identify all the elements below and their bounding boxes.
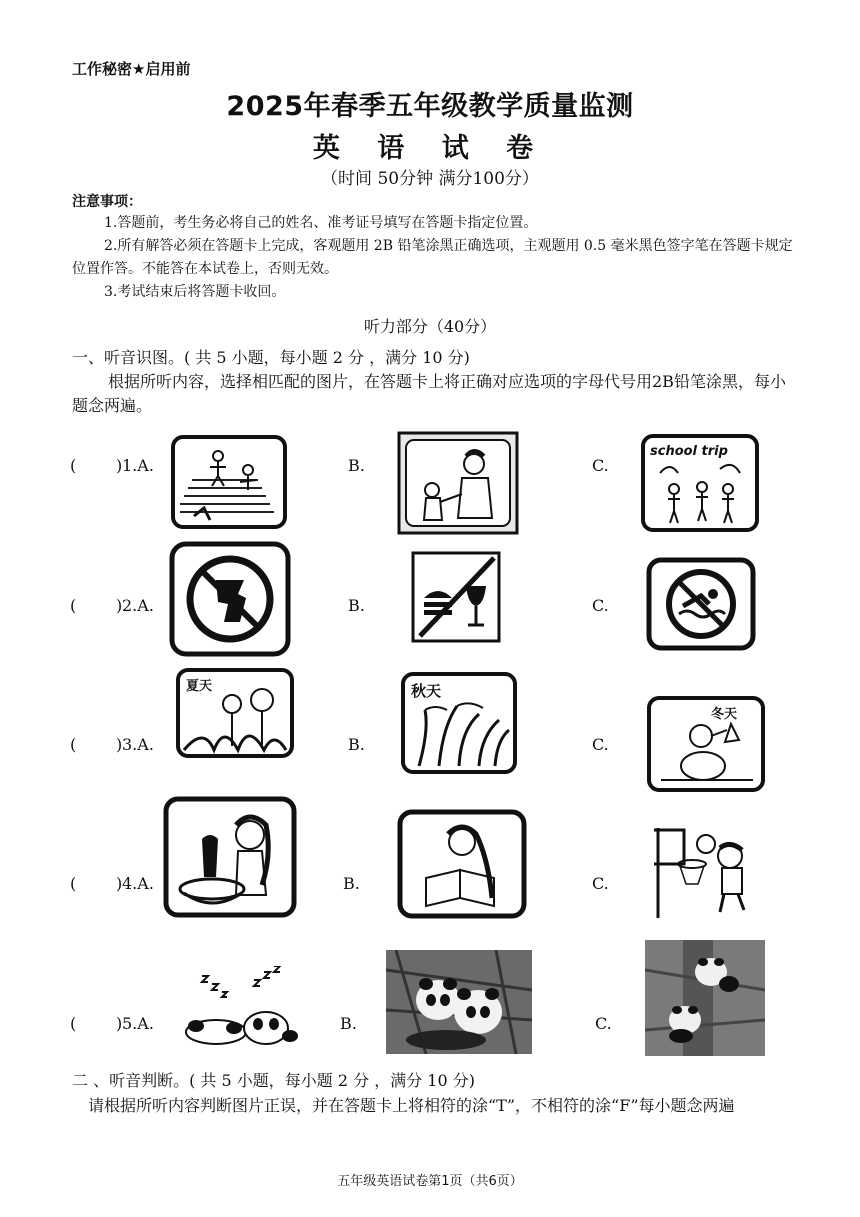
two-pandas-eating-photo [386, 950, 532, 1054]
answer-bracket-close: ) [116, 1014, 123, 1033]
answer-bracket-close: ) [116, 735, 123, 754]
notice-heading: 注意事项： [72, 194, 142, 210]
exam-title: 2025年春季五年级教学质量监测 [226, 91, 634, 122]
section1-title: 一、听音识图。( 共 5 小题，每小题 2 分 ，满分 10 分) [72, 348, 470, 367]
answer-bracket-close: ) [116, 874, 123, 893]
option-c-label: C. [592, 735, 609, 754]
pandas-climbing-tree-photo [645, 940, 765, 1056]
option-b-label: B. [348, 735, 365, 754]
option-c-label: C. [595, 1014, 612, 1033]
autumn-label: 秋天 [411, 682, 442, 700]
sleeping-pandas-picture [178, 966, 302, 1048]
boy-playing-basketball-picture [650, 818, 760, 922]
winter-snowman-picture [645, 694, 767, 794]
question-number: 1.A. [122, 456, 154, 475]
notice-item-2: 2.所有解答必须在答题卡上完成，客观题用 2B 铅笔涂黑正确选项，主观题用 0.5 毫米黑色签字笔在答题卡规定位置作答。不能答在本试卷上，否则无效。 [72, 238, 793, 277]
no-littering-sign [168, 540, 292, 658]
answer-bracket-close: ) [116, 596, 123, 615]
confidential-label: 工作秘密★启用前 [72, 60, 191, 78]
option-c-label: C. [592, 456, 609, 475]
page-footer: 五年级英语试卷第1页（共6页） [337, 1174, 523, 1189]
question-number: 3.A. [122, 735, 154, 754]
option-b-label: B. [348, 596, 365, 615]
summer-label: 夏天 [186, 679, 213, 694]
school-trip-picture [640, 433, 760, 533]
question-number: 5.A. [122, 1014, 154, 1033]
answer-bracket-open: ( [70, 596, 77, 615]
autumn-grass-picture [399, 670, 519, 776]
listening-heading: 听力部分（40分） [363, 317, 497, 336]
school-trip-text: school trip [650, 444, 728, 459]
answer-bracket-open: ( [70, 1014, 77, 1033]
exam-subtitle: 英 语 试 卷 [312, 133, 548, 164]
answer-bracket-open: ( [70, 874, 77, 893]
question-number: 2.A. [122, 596, 154, 615]
girl-helping-man-picture [396, 430, 520, 536]
section2-title: 二 、听音判断。( 共 5 小题，每小题 2 分 ，满分 10 分) [72, 1071, 475, 1090]
answer-bracket-close: ) [116, 456, 123, 475]
option-c-label: C. [592, 874, 609, 893]
notice-item-1: 1.答题前，考生务必将自己的姓名、准考证号填写在答题卡指定位置。 [104, 215, 538, 231]
question-number: 4.A. [122, 874, 154, 893]
option-c-label: C. [592, 596, 609, 615]
answer-bracket-open: ( [70, 456, 77, 475]
option-b-label: B. [340, 1014, 357, 1033]
no-food-drink-sign [410, 550, 502, 644]
option-b-label: B. [348, 456, 365, 475]
no-swimming-sign [645, 556, 757, 652]
section2-instruction: 请根据所听内容判断图片正误，并在答题卡上将相符的涂“T”，不相符的涂“F”每小题念两遍 [88, 1096, 735, 1115]
section1-instruction: 根据所听内容，选择相匹配的图片，在答题卡上将正确对应选项的字母代号用2B铅笔涂黑，每小题念两遍。 [72, 372, 786, 415]
people-on-stairs-picture [170, 434, 288, 530]
girl-reading-book-picture [396, 808, 528, 920]
answer-bracket-open: ( [70, 735, 77, 754]
exam-time-info: （时间 50分钟 满分100分） [321, 169, 539, 189]
notice-item-3: 3.考试结束后将答题卡收回。 [104, 284, 286, 300]
winter-label: 冬天 [711, 707, 738, 722]
girl-washing-clothes-picture [162, 795, 298, 919]
option-b-label: B. [343, 874, 360, 893]
summer-flowers-picture [174, 666, 296, 760]
